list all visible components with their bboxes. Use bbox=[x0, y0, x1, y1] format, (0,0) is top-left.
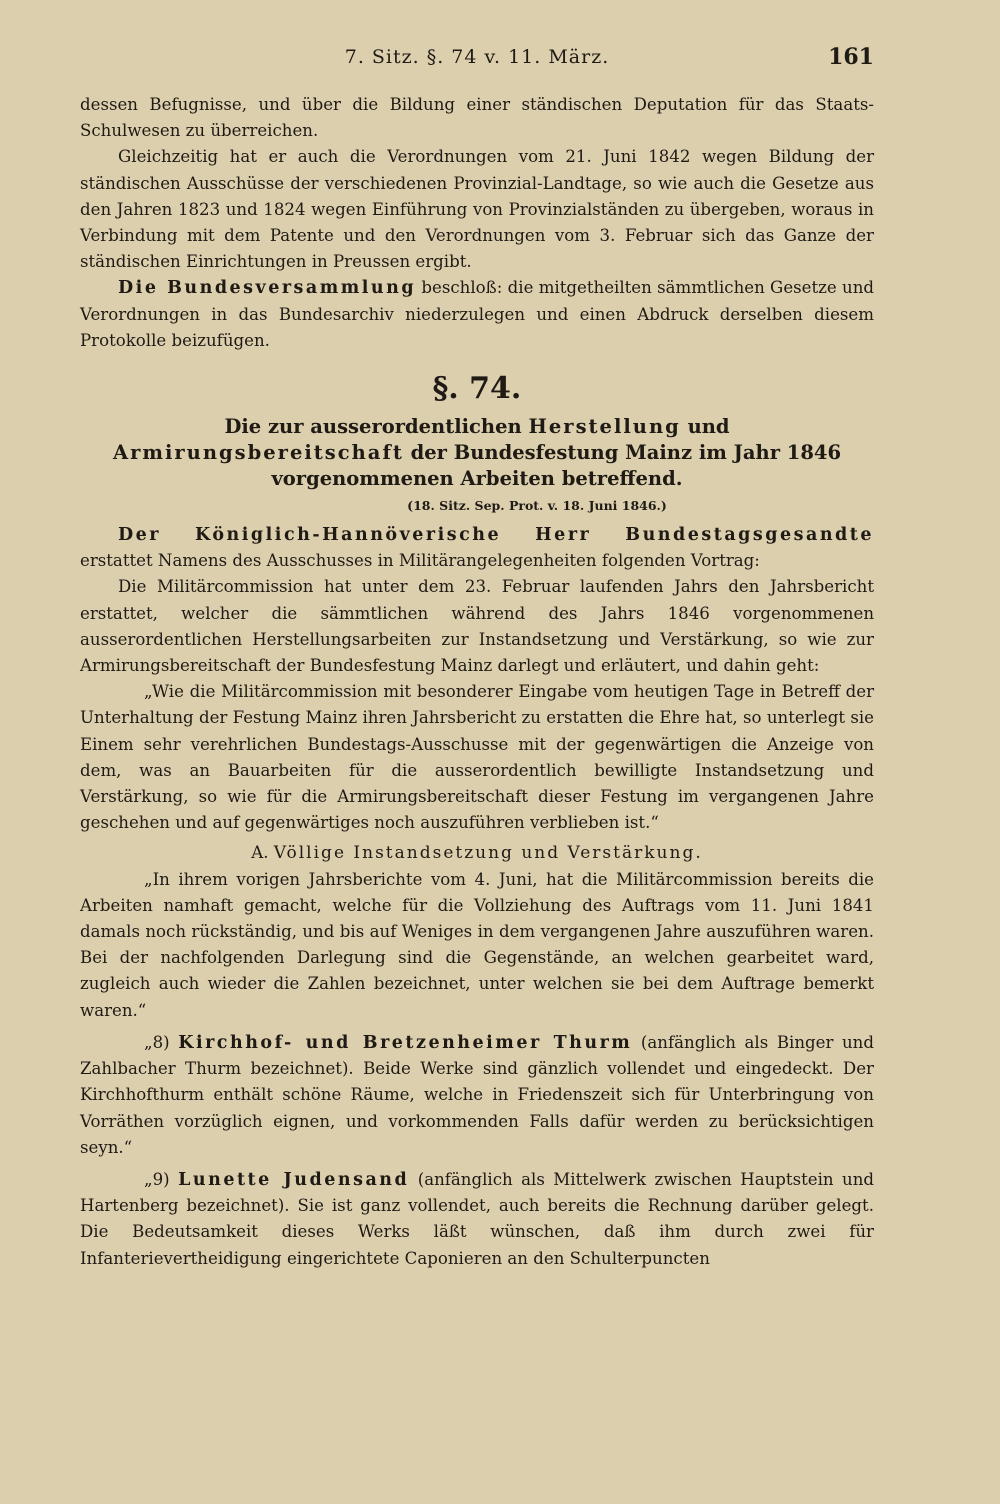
page-header bbox=[80, 44, 874, 84]
subheading-letter: A. bbox=[251, 843, 274, 863]
section-title-part: Die zur ausserordentlichen bbox=[224, 415, 529, 439]
paragraph-continuation: dessen Befugnisse, und über die Bildung einer ständischen Deputation für das Staats-Schulwesen zu überreichen. bbox=[80, 95, 874, 141]
item-number: „8) bbox=[144, 1032, 179, 1052]
report-intro-text: erstattet Namens des Ausschusses in Militärangelegenheiten folgenden Vortrag: bbox=[80, 551, 760, 571]
section-number: §. 74. bbox=[432, 371, 522, 407]
resolution-paragraph bbox=[80, 275, 874, 354]
paragraph: Die Militärcommission hat unter dem 23. Februar laufenden Jahrs den Jahrsbericht erstattet, welcher die sämmtlichen während des Jahrs 1846 vorgenommenen ausserordentlichen Herstellungsarbeiten zur Instandsetzung und Verstärkung, so wie zur Armirungsbereitschaft der Bundesfestung Mainz darlegt und erläutert, und dahin geht: bbox=[80, 577, 874, 676]
assembly-name: Die Bundesversammlung bbox=[118, 278, 417, 299]
item-text: (anfänglich als Mittelwerk zwischen Hauptstein und Hartenberg bezeichnet). Sie ist ganz vollendet, auch bereits die Rechnung darüber gelegt. Die Bedeutsamkeit dieses Werks läßt wünschen, daß ihm durch zwei für Infanterievertheidigung eingerichtete Caponieren an den Schulterpuncten bbox=[80, 1169, 874, 1268]
paragraph: Gleichzeitig hat er auch die Verordnungen vom 21. Juni 1842 wegen Bildung der ständischen Ausschüsse der verschiedenen Provinzial-Landtage, so wie auch die Gesetze aus den Jahren 1823 und 1824 wegen Einführung von Provinzialständen zu übergeben, woraus in Verbindung mit dem Patente und den Verordnungen vom 3. Februar sich das Ganze der ständischen Einrichtungen in Preussen ergibt. bbox=[80, 147, 874, 272]
page-body bbox=[80, 92, 874, 1272]
envoy-name: Der Königlich-Hannöverische Herr Bundestagsgesandte bbox=[118, 525, 874, 546]
item-title: Kirchhof- und Bretzenheimer Thurm bbox=[178, 1032, 633, 1053]
numbered-item bbox=[80, 1167, 874, 1272]
item-text: (anfänglich als Binger und Zahlbacher Thurm bezeichnet). Beide Werke sind gänzlich vollendet und eingedeckt. Der Kirchhofthurm enthält schöne Räume, welche in Friedenszeit sich für Unterbringung von Vorräthen vorzüglich eignen, und vorkommenden Falls dafür werden zu berücksichtigen seyn.“ bbox=[80, 1032, 874, 1157]
page-number: 161 bbox=[828, 44, 874, 70]
quoted-paragraph: „Wie die Militärcommission mit besonderer Eingabe vom heutigen Tage in Betreff der Unterhaltung der Festung Mainz ihren Jahrsbericht zu erstatten die Ehre hat, so unterlegt sie Einem sehr verehrlichen Bundestags-Ausschusse mit der gegenwärtigen die Anzeige von dem, was an Bauarbeiten für die ausserordentlich bewilligte Instandsetzung und Verstärkung, so wie für die Armirungsbereitschaft dieser Festung im vergangenen Jahre geschehen und auf gegenwärtiges noch auszuführen verblieben ist.“ bbox=[80, 682, 874, 833]
section-title bbox=[80, 414, 874, 492]
resolution-text: beschloß: die mitgetheilten sämmtlichen Gesetze und Verordnungen in das Bundesarchiv niederzulegen und einen Abdruck derselben diesem Protokolle beizufügen. bbox=[80, 278, 874, 350]
report-intro bbox=[80, 522, 874, 574]
section-title-emph: Armirungsbereitschaft bbox=[112, 441, 404, 465]
protocol-citation: (18. Sitz. Sep. Prot. v. 18. Juni 1846.) bbox=[407, 498, 667, 514]
item-number: „9) bbox=[144, 1169, 179, 1189]
running-head: 7. Sitz. §. 74 v. 11. März. bbox=[344, 46, 610, 68]
subheading bbox=[80, 840, 874, 866]
quoted-paragraph: „In ihrem vorigen Jahrsberichte vom 4. Juni, hat die Militärcommission bereits die Arbeiten namhaft gemacht, welche für die Vollziehung des Auftrags vom 11. Juni 1841 damals noch rückständig, und bis auf Weniges in dem vergangenen Jahre auszuführen waren. Bei der nachfolgenden Darlegung sind die Gegenstände, an welchen gearbeitet ward, zugleich auch wieder die Zahlen bezeichnet, unter welchen sie bei dem Auftrage bemerkt waren.“ bbox=[80, 869, 874, 1020]
subheading-text: Völlige Instandsetzung und Verstärkung. bbox=[273, 843, 703, 864]
section-title-emph: Herstellung bbox=[528, 415, 681, 439]
section-title-part: der Bundesfestung Mainz im Jahr 1846 vorgenommenen Arbeiten betreffend. bbox=[271, 441, 842, 491]
item-title: Lunette Judensand bbox=[178, 1169, 410, 1190]
numbered-item bbox=[80, 1030, 874, 1161]
section-title-part: und bbox=[680, 415, 730, 439]
